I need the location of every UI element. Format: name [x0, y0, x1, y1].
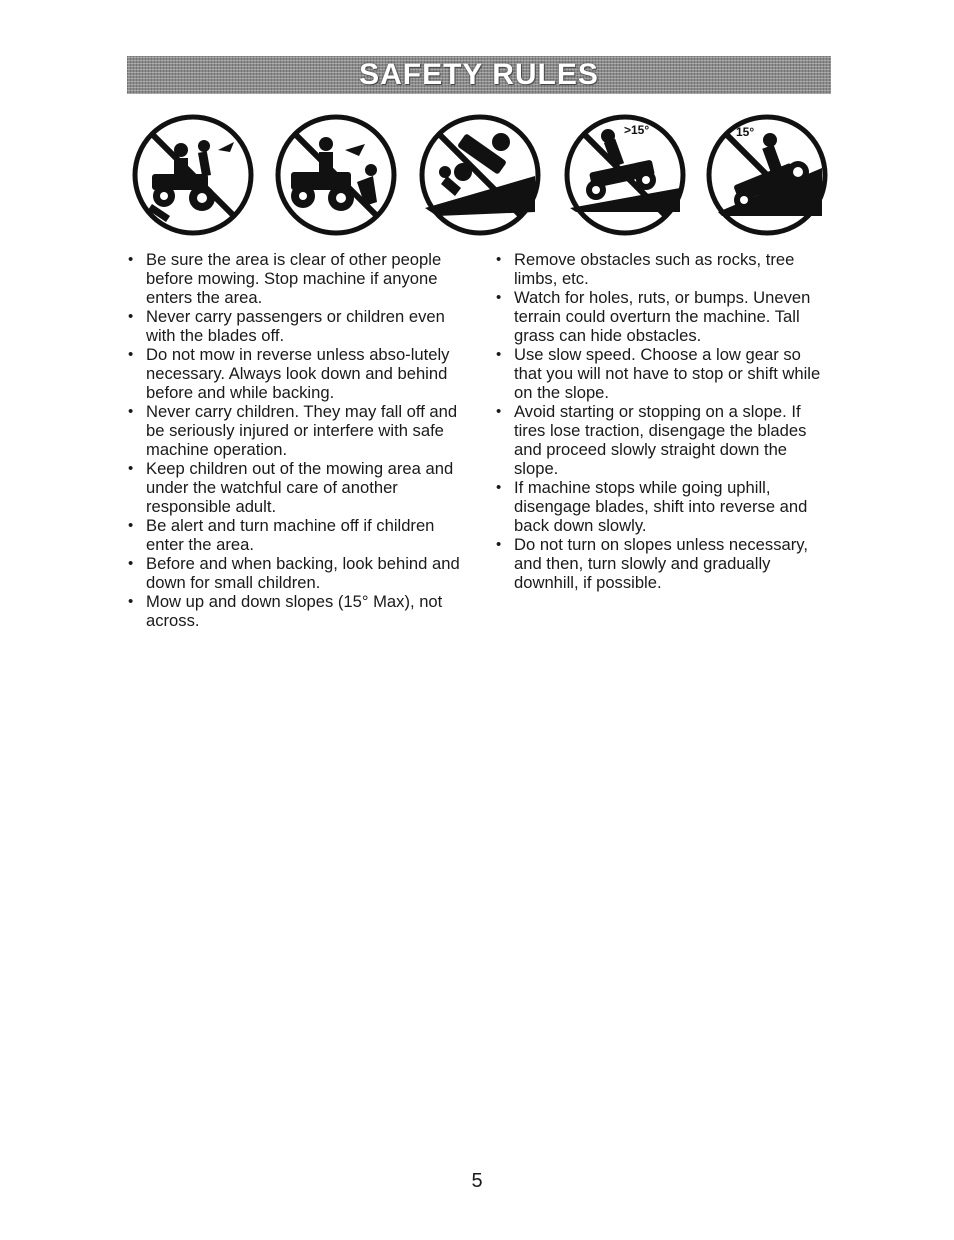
slope-angle-label: >15°	[624, 123, 650, 137]
list-item: • Be sure the area is clear of other people before mowing. Stop machine if anyone enters the area.	[124, 250, 469, 307]
list-item: • Use slow speed. Choose a low gear so that you will not have to stop or shift while on the slope.	[492, 345, 832, 402]
list-item: • Be alert and turn machine off if children enter the area.	[124, 516, 469, 554]
list-item: • Avoid starting or stopping on a slope. If tires lose traction, disengage the blades and proceed slowly straight down the slope.	[492, 402, 832, 478]
list-item: • Do not turn on slopes unless necessary, and then, turn slowly and gradually downhill, if possible.	[492, 535, 832, 592]
list-item: • Never carry children. They may fall off and be seriously injured or interfere with safe machine operation.	[124, 402, 469, 459]
list-item: • Remove obstacles such as rocks, tree limbs, etc.	[492, 250, 832, 288]
list-item: • Never carry passengers or children even with the blades off.	[124, 307, 469, 345]
list-item: • Watch for holes, ruts, or bumps. Uneven terrain could overturn the machine. Tall grass can hide obstacles.	[492, 288, 832, 345]
slope-limit-icon	[562, 112, 688, 238]
list-item: • Before and when backing, look behind and down for small children.	[124, 554, 469, 592]
no-children-near-mower-icon	[273, 112, 399, 238]
list-item: • Keep children out of the mowing area and under the watchful care of another responsible adult.	[124, 459, 469, 516]
slope-limit-reverse-icon	[704, 112, 830, 238]
section-banner	[127, 56, 831, 94]
rollover-on-slope-icon	[417, 112, 543, 238]
list-item: • Mow up and down slopes (15° Max), not across.	[124, 592, 469, 630]
left-rules-list	[124, 250, 469, 630]
no-passengers-icon	[130, 112, 256, 238]
list-item: • Do not mow in reverse unless abso-lutely necessary. Always look down and behind before and while backing.	[124, 345, 469, 402]
page-number: 5	[471, 1170, 483, 1192]
list-item: • If machine stops while going uphill, disengage blades, shift into reverse and back down slowly.	[492, 478, 832, 535]
page-title: SAFETY RULES	[359, 58, 599, 91]
safety-pictograms	[130, 112, 830, 240]
slope-angle-label: 15°	[736, 125, 755, 139]
right-rules-list	[492, 250, 832, 592]
